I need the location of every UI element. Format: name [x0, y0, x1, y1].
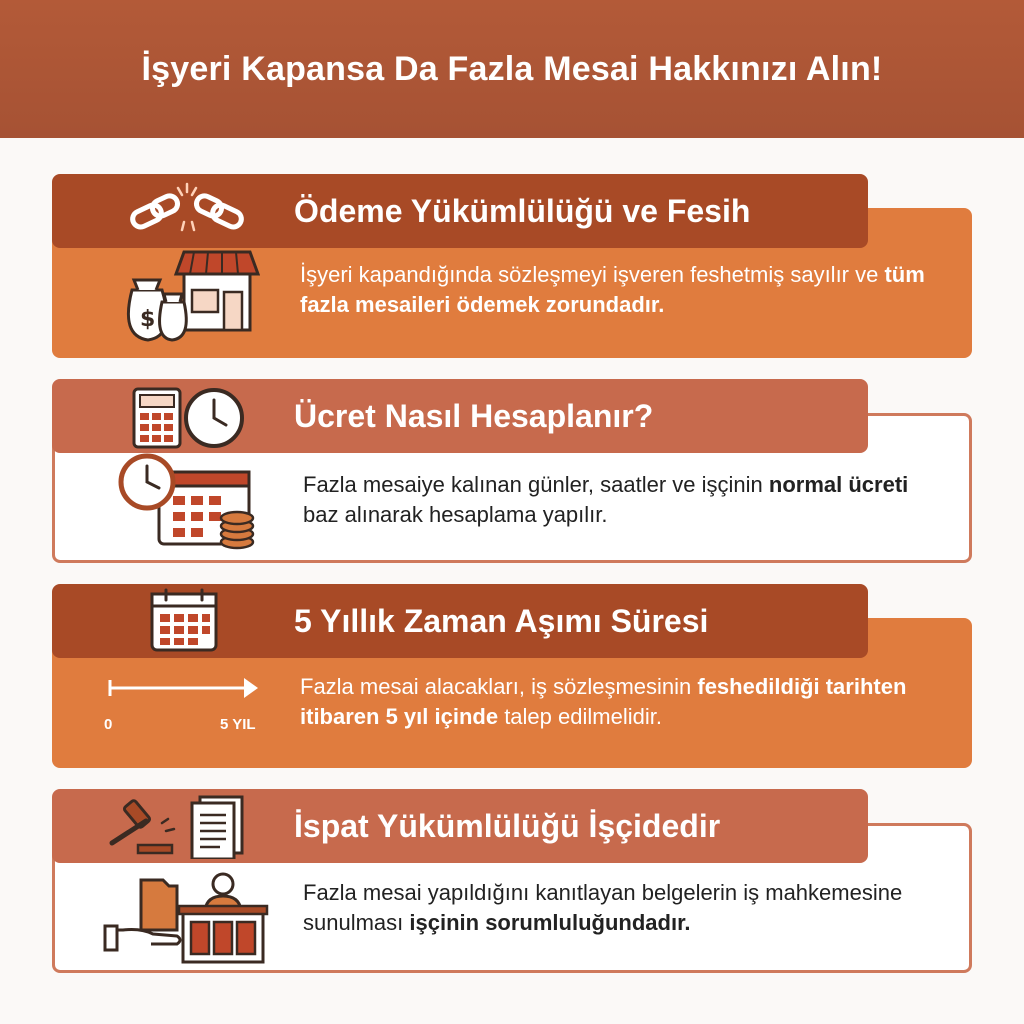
section-tab [52, 174, 868, 248]
section-wage-calculation [52, 379, 972, 563]
section-title: Ödeme Yükümlülüğü ve Fesih [294, 193, 751, 229]
timeline-end-label: 5 YIL [220, 716, 256, 733]
section-title: 5 Yıllık Zaman Aşımı Süresi [294, 603, 709, 639]
section-payment-obligation [52, 174, 972, 358]
section-description: Fazla mesaiye kalınan günler, saatler ve işçinin normal ücreti baz alınarak hesaplama yapılır. [303, 472, 909, 527]
clock-calendar-coins-icon [113, 452, 263, 552]
timeline-start-label: 0 [104, 716, 113, 733]
calculator-clock-icon [122, 383, 252, 449]
section-burden-of-proof [52, 789, 972, 973]
timeline-arrow-icon [104, 666, 264, 706]
section-title: Ücret Nasıl Hesaplanır? [294, 398, 654, 434]
svg-text:$: $ [140, 307, 156, 332]
section-limitation-period [52, 584, 972, 768]
page-title: İşyeri Kapansa Da Fazla Mesai Hakkınızı Alın! [141, 49, 883, 88]
section-description: İşyeri kapandığında sözleşmeyi işveren feshetmiş sayılır ve tüm fazla mesaileri ödemek zorundadır. [300, 262, 925, 317]
section-tab [52, 789, 868, 863]
hand-folder-judge-icon [101, 866, 271, 966]
section-tab [52, 584, 868, 658]
broken-chain-icon [122, 178, 252, 244]
page-header [0, 0, 1024, 138]
section-description: Fazla mesai alacakları, iş sözleşmesinin feshedildiği tarihten itibaren 5 yıl içinde talep edilmelidir. [300, 674, 907, 729]
calendar-icon [122, 588, 252, 654]
section-description: Fazla mesai yapıldığını kanıtlayan belgelerin iş mahkemesine sunulması işçinin sorumluluğundadır. [303, 880, 903, 935]
gavel-documents-icon [102, 793, 252, 859]
section-title: İspat Yükümlülüğü İşçidedir [294, 808, 721, 844]
section-tab [52, 379, 868, 453]
money-bags-store-icon [110, 246, 260, 346]
